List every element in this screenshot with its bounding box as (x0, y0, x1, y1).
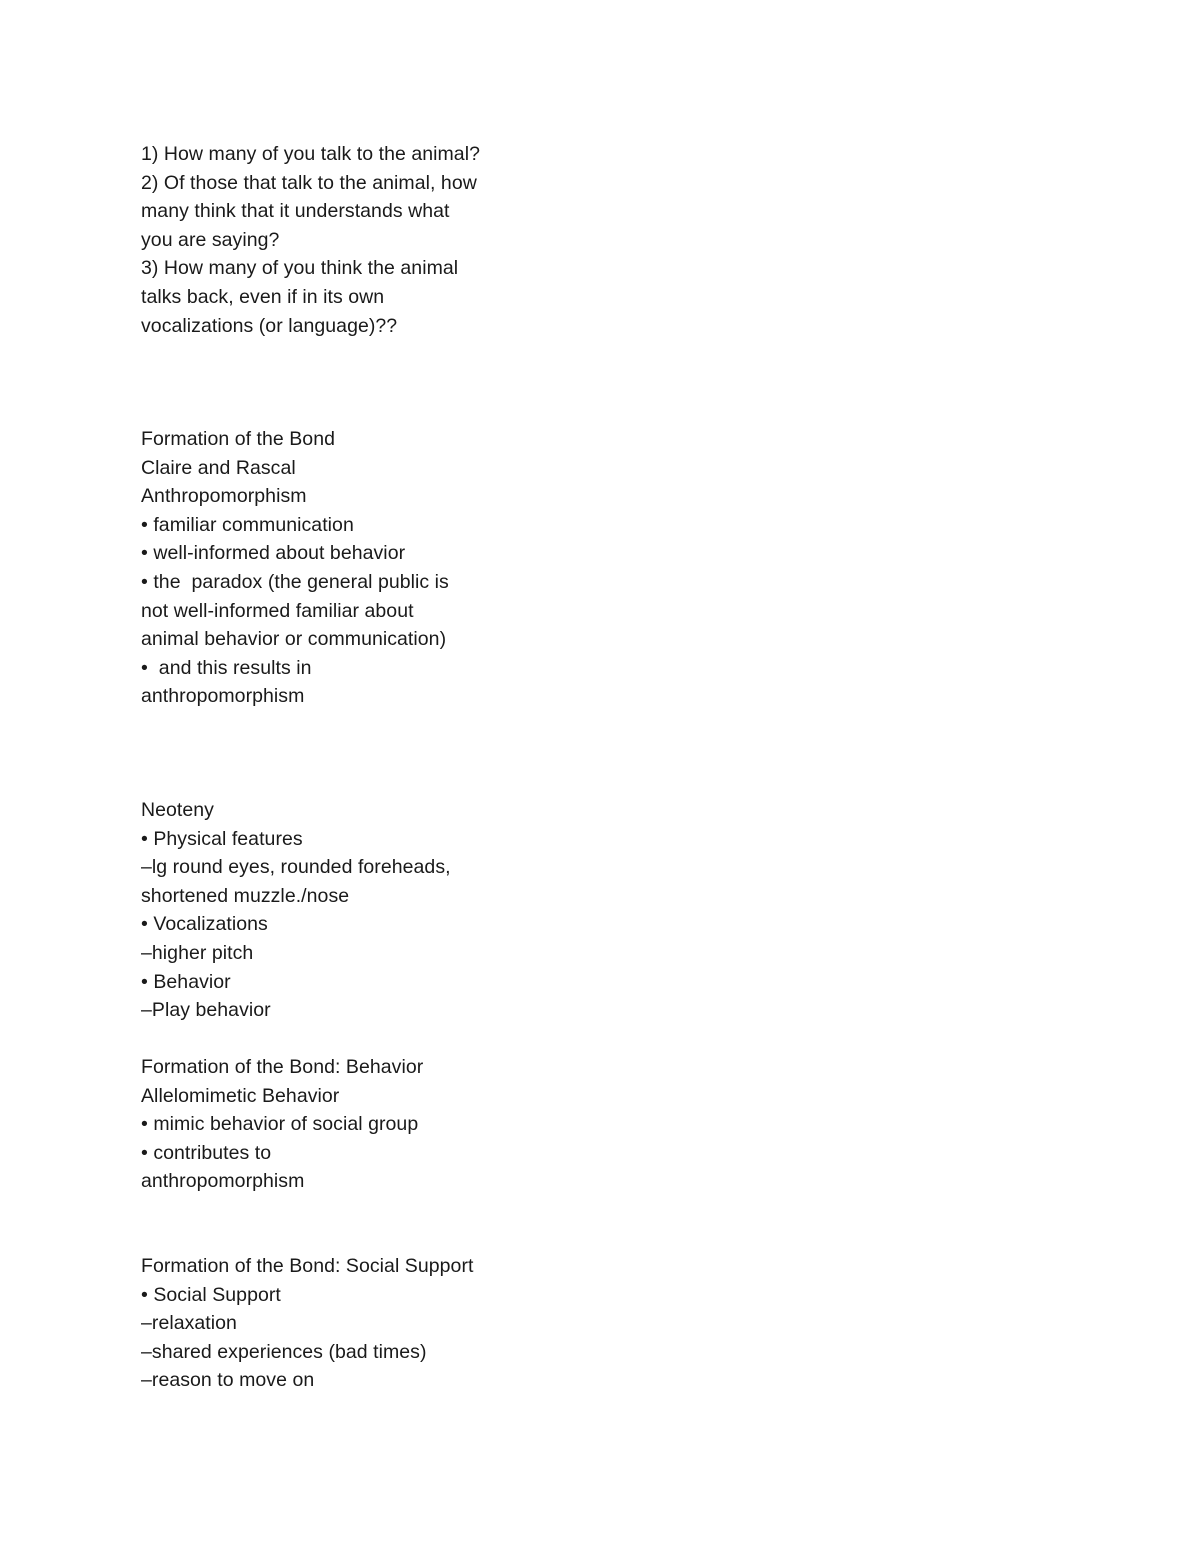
question-line: vocalizations (or language)?? (141, 314, 398, 337)
sub-bullet-line: –reason to move on (141, 1369, 315, 1392)
bullet-line: animal behavior or communication) (141, 628, 447, 651)
bullet-line: • well-informed about behavior (141, 542, 406, 565)
question-line: many think that it understands what (141, 200, 450, 223)
bullet-line: • familiar communication (141, 513, 354, 536)
bullet-line: • the paradox (the general public is (141, 570, 449, 593)
section-heading: Formation of the Bond: Social Support (141, 1255, 474, 1277)
sub-bullet-line: –relaxation (141, 1312, 237, 1335)
bond-social-support-section (141, 1252, 473, 1395)
section-heading: Formation of the Bond: Behavior (141, 1056, 424, 1078)
sub-bullet-line: –lg round eyes, rounded foreheads, (141, 856, 451, 879)
sub-bullet-line: –higher pitch (141, 941, 254, 964)
neoteny-section (141, 796, 451, 1025)
question-line: talks back, even if in its own (141, 285, 385, 308)
bond-behavior-section (141, 1053, 423, 1196)
formation-of-bond-section (141, 425, 449, 711)
section-heading: Neoteny (141, 799, 214, 821)
bullet-line: anthropomorphism (141, 1170, 305, 1193)
question-line: 3) How many of you think the animal (141, 257, 459, 280)
sub-bullet-line: shortened muzzle./nose (141, 884, 350, 907)
bullet-line: • and this results in (141, 656, 312, 679)
bullet-line: • Behavior (141, 970, 231, 993)
section-heading: Formation of the Bond (141, 428, 335, 450)
bullet-line: anthropomorphism (141, 685, 305, 708)
sub-bullet-line: –shared experiences (bad times) (141, 1340, 427, 1363)
question-line: you are saying? (141, 228, 280, 251)
bullet-line: • Social Support (141, 1283, 281, 1306)
sub-bullet-line: –Play behavior (141, 999, 271, 1022)
bullet-line: • mimic behavior of social group (141, 1113, 419, 1136)
subheading: Anthropomorphism (141, 485, 307, 508)
subheading: Allelomimetic Behavior (141, 1084, 340, 1107)
question-line: 2) Of those that talk to the animal, how (141, 171, 477, 194)
bullet-line: not well-informed familiar about (141, 599, 414, 622)
questions-section (141, 140, 480, 340)
bullet-line: • Vocalizations (141, 913, 268, 936)
bullet-line: • contributes to (141, 1141, 272, 1164)
bullet-line: • Physical features (141, 827, 303, 850)
subheading: Claire and Rascal (141, 456, 296, 479)
question-line: 1) How many of you talk to the animal? (141, 143, 480, 165)
